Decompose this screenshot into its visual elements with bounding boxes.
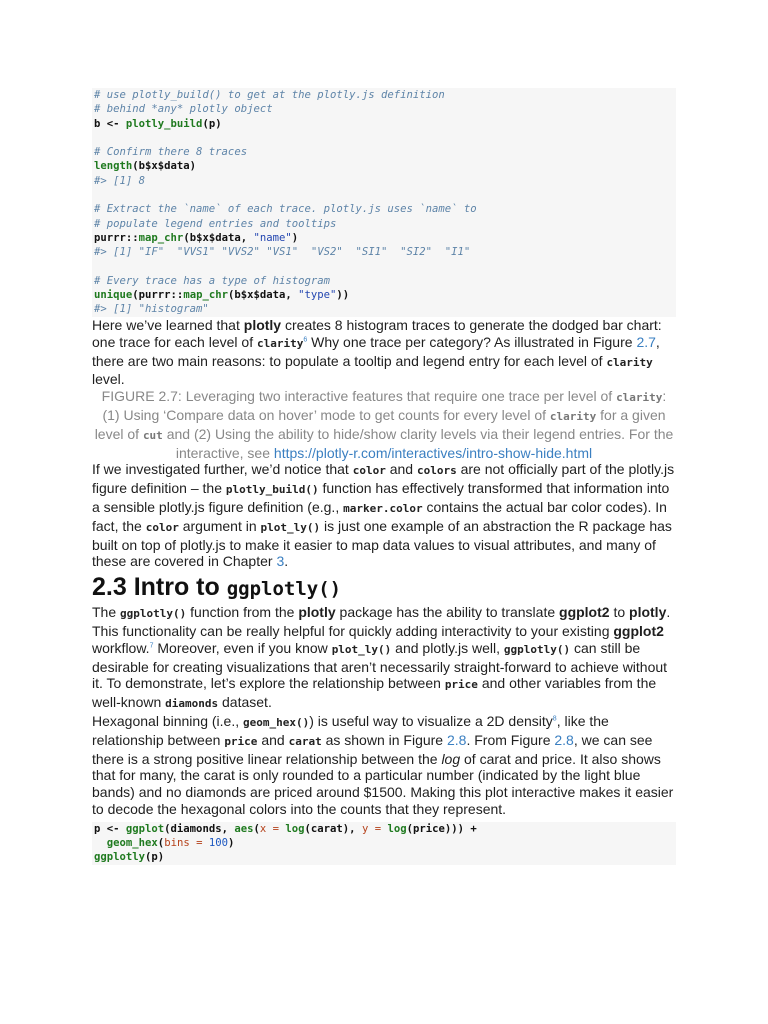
paragraph-hexbin: Hexagonal binning (i.e., geom_hex()) is useful way to visualize a 2D density$^8$, like the relationship between price and carat as shown in Figure 2.8. From Figure 2.8, we can see there is a strong positive linear relationship between the log of carat and price. It also shows that for many, the carat is only rounded to a particular number (indicated by the light blue bands) and no diamonds are priced around $1500. Making this plot interactive makes it easier to decode the hexagonal colors into the counts that they represent. [92, 712, 674, 817]
code-line [94, 102, 674, 116]
inline-code-plotly-build: plotly_build() [225, 483, 319, 497]
code-token: # Confirm there 8 traces [94, 146, 248, 159]
inline-code-carat: carat [288, 734, 322, 748]
inline-code-plot-ly: plot_ly() [260, 520, 321, 534]
code-token: log [387, 822, 407, 835]
code-token: #> [1] 8 [94, 174, 146, 187]
code-token: ggplot [125, 822, 165, 835]
footnote-7-link[interactable]: 7 [149, 642, 154, 650]
code-token: ( [253, 822, 260, 835]
code-token: aes [234, 822, 254, 835]
code-token: log [285, 822, 305, 835]
page-content [92, 88, 676, 865]
code-line [94, 188, 674, 202]
inline-code-clarity: clarity [257, 336, 304, 350]
code-token: purrr:: [94, 231, 139, 244]
inline-code-clarity: clarity [616, 391, 663, 405]
code-token: geom_hex [106, 837, 158, 850]
code-token: ggplotly [94, 851, 146, 864]
figure-2-8-link[interactable]: 2.8 [554, 731, 574, 748]
code-token: x = [259, 822, 286, 835]
code-token: length [94, 160, 133, 173]
code-line [94, 88, 674, 102]
code-block-plotly-build [92, 88, 676, 317]
code-token: # use plotly_build() to get at the plotly.js definition [94, 89, 445, 101]
code-line [94, 159, 674, 173]
code-line [94, 117, 674, 131]
code-token: y = [361, 822, 388, 835]
code-line [94, 260, 674, 274]
paragraph-ggplotly-intro: The ggplotly() function from the plotly package has the ability to translate ggplot2 to plotly. This functionality can be really helpful for quickly adding interactivity to your existing ggplot2 workflow.$^7$ Moreover, even if you know plot_ly() and plotly.js well, ggplotly() can still be desirable for creating visualizations that aren’t necessarily straight-forward to achieve without it. To demonstrate, let’s explore the relationship between price and other variables from the well-known diamonds dataset. [92, 604, 671, 711]
code-token: "name" [253, 231, 292, 244]
inline-code-colors: colors [416, 464, 457, 478]
package-plotly: plotly [629, 604, 667, 621]
code-token: ) [227, 837, 235, 850]
code-line [94, 836, 674, 850]
code-token: unique [94, 289, 133, 302]
code-token: bins = [164, 837, 209, 850]
code-token: ) [291, 231, 299, 244]
code-token: map_chr [138, 231, 184, 244]
inline-code-color: color [145, 520, 179, 534]
package-ggplot2: ggplot2 [559, 604, 610, 621]
code-line [94, 202, 674, 216]
section-heading: 2.3 Intro to ggplotly() [92, 573, 342, 602]
paragraph-traces: Here we’ve learned that plotly creates 8 histogram traces to generate the dodged bar chart: one trace for each level of clarity$^6$ Why one trace per category? As illustrated in Figure 2.7, there are two main reasons: to populate a tooltip and legend entry for each level of clarity level. [92, 317, 662, 388]
inline-code-marker-color: marker.color [343, 501, 423, 515]
code-token [94, 837, 107, 849]
code-token: )) [336, 289, 350, 302]
figure-2-8-link[interactable]: 2.8 [447, 731, 467, 748]
code-line [94, 302, 674, 316]
inline-code-diamonds: diamonds [165, 697, 219, 711]
inline-code-cut: cut [142, 428, 163, 442]
code-token: (p) [145, 851, 165, 864]
code-token: #> [1] "IF" "VVS1" "VVS2" "VS1" "VS2" "SI1" "SI2" "I1" [94, 246, 471, 259]
inline-code-clarity: clarity [606, 355, 653, 369]
code-token: (b$x$data) [132, 160, 197, 173]
inline-code-ggplotly: ggplotly() [120, 607, 187, 621]
code-token: "type" [298, 289, 337, 302]
figure-2-7-caption: FIGURE 2.7: Leveraging two interactive features that require one trace per level of clarity: (1) Using ‘Compare data on hover’ mode to get counts for every level of clarity for a given level of cut and (2) Using the ability to hide/show clarity levels via their legend entries. For the interactive, see https://plotly-r.com/interactives/intro-show-hide.html [94, 388, 674, 461]
code-line [94, 145, 674, 159]
package-plotly: plotly [298, 604, 336, 621]
inline-code-price: price [444, 678, 478, 692]
code-token: ( [157, 837, 165, 850]
code-token: plotly_build [125, 117, 203, 130]
code-token: (purrr:: [132, 289, 184, 302]
code-line [94, 822, 674, 836]
inline-code-ggplotly: ggplotly() [503, 642, 571, 656]
inline-code-geom-hex: geom_hex() [243, 715, 310, 729]
code-token: p <- [94, 822, 126, 835]
inline-code-clarity: clarity [549, 409, 597, 423]
code-line [94, 231, 674, 245]
code-token: (b$x$data, [183, 231, 254, 244]
code-line [94, 245, 674, 259]
inline-code-plot-ly: plot_ly() [331, 642, 392, 656]
code-token: (price))) + [406, 822, 477, 835]
code-block-ggplotly [92, 822, 676, 865]
package-ggplot2: ggplot2 [613, 622, 664, 639]
code-token: #> [1] "histogram" [94, 303, 209, 316]
code-line [94, 131, 674, 145]
inline-code-color: color [352, 464, 386, 478]
inline-code-price: price [224, 734, 258, 748]
code-line [94, 288, 674, 302]
code-token: (p) [202, 117, 222, 130]
code-token: (carat), [304, 822, 362, 835]
section-heading-code: ggplotly() [226, 578, 342, 601]
interactive-url-link[interactable]: https://plotly-r.com/interactives/intro-show-hide.html [273, 444, 593, 461]
code-token: # Extract the `name` of each trace. plotly.js uses `name` to [94, 203, 477, 216]
paragraph-abstractions: If we investigated further, we’d notice that color and colors are not officially part of the plotly.js figure definition – the plotly_build() function has effectively transformed that information into a sensible plotly.js figure definition (e.g., marker.color contains the actual bar color codes). In fact, the color argument in plot_ly() is just one example of an abstraction the R package has built on top of plotly.js to make it easier to map data values to visual attributes, and many of these are covered in Chapter 3. [92, 461, 675, 570]
code-token: # populate legend entries and tooltips [94, 217, 337, 230]
figure-2-7-link[interactable]: 2.7 [636, 333, 656, 350]
code-token: b <- [94, 117, 126, 130]
code-line [94, 274, 674, 288]
code-token: (diamonds, [164, 822, 235, 835]
footnote-6-link[interactable]: 6 [303, 336, 308, 344]
code-line [94, 174, 674, 188]
code-token: map_chr [183, 289, 228, 302]
code-line [94, 850, 674, 864]
code-token: # Every trace has a type of histogram [94, 274, 330, 287]
emphasis-log: log [441, 750, 461, 767]
chapter-3-link[interactable]: 3 [276, 553, 285, 570]
footnote-8-link[interactable]: 8 [552, 715, 557, 723]
code-token: (b$x$data, [227, 289, 299, 302]
code-token: 100 [208, 837, 228, 850]
package-plotly: plotly [243, 317, 282, 333]
code-token: # behind *any* plotly object [94, 103, 273, 116]
code-line [94, 217, 674, 231]
